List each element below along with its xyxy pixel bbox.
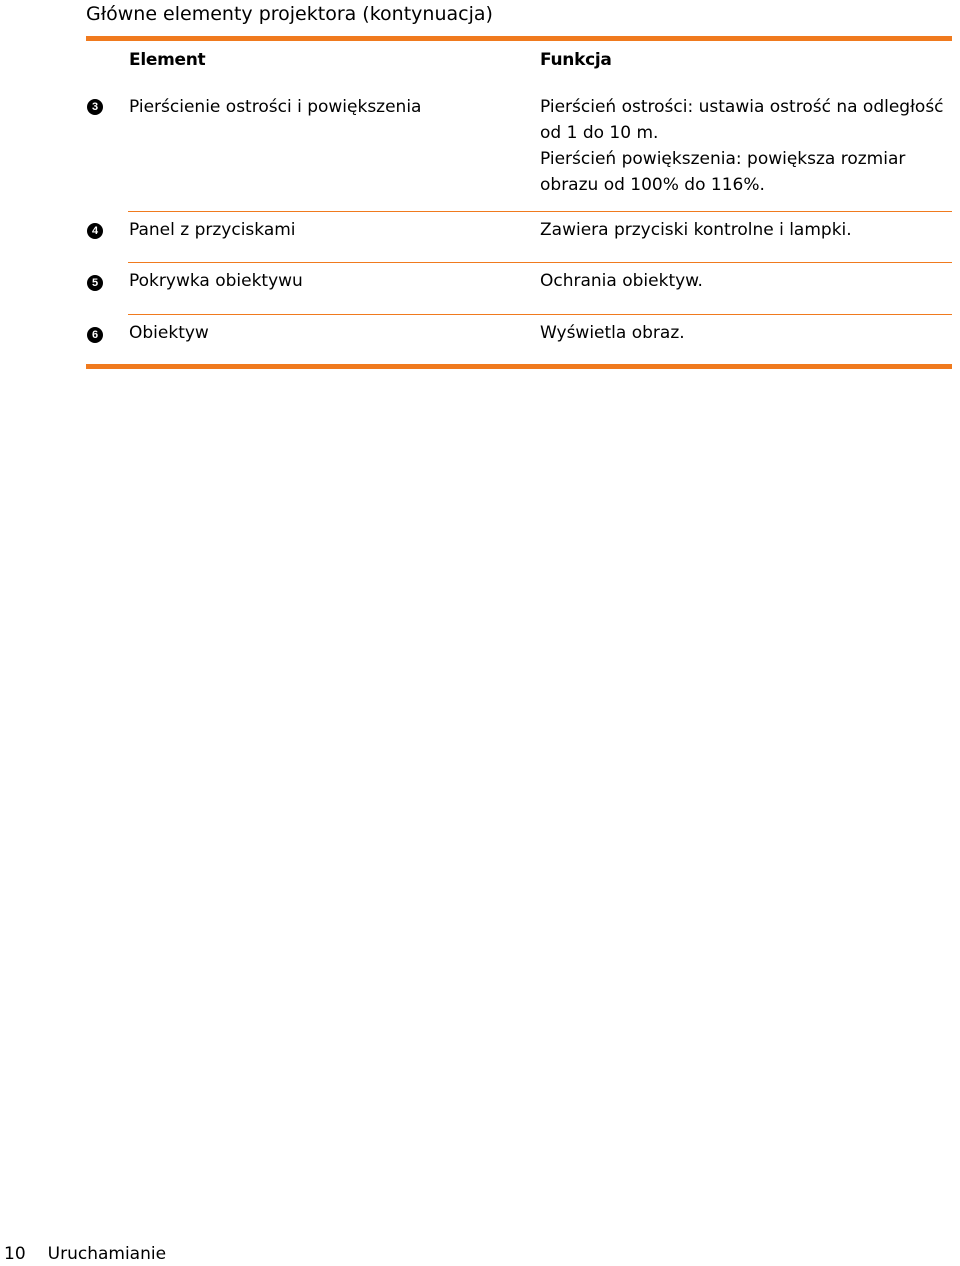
table-header — [86, 41, 952, 81]
page-title: Główne elementy projektora (kontynuacja) — [86, 3, 493, 25]
element-name: Panel z przyciskami — [129, 220, 296, 240]
element-function — [540, 217, 952, 243]
table-row — [86, 81, 952, 211]
components-table — [86, 36, 952, 369]
callout-number-badge: 5 — [87, 275, 103, 291]
function-text: Pierścień ostrości: ustawia ostrość na odległość od 1 do 10 m. — [540, 97, 944, 143]
element-function — [540, 94, 952, 198]
element-name: Obiektyw — [129, 323, 209, 343]
function-text: Wyświetla obraz. — [540, 323, 685, 343]
column-header-element: Element — [129, 50, 206, 70]
element-function — [540, 268, 952, 294]
table-bottom-rule — [86, 364, 952, 369]
element-function — [540, 320, 952, 346]
function-text: Zawiera przyciski kontrolne i lampki. — [540, 220, 852, 240]
table-row — [86, 315, 952, 364]
table-row — [86, 263, 952, 314]
element-name: Pierścienie ostrości i powiększenia — [129, 97, 422, 117]
callout-number-badge: 4 — [87, 223, 103, 239]
function-text: Pierścień powiększenia: powiększa rozmiar obrazu od 100% do 116%. — [540, 149, 906, 195]
page-number: 10 — [4, 1244, 26, 1264]
column-header-function: Funkcja — [540, 50, 612, 70]
callout-number-badge: 6 — [87, 327, 103, 343]
element-name: Pokrywka obiektywu — [129, 271, 303, 291]
page-footer — [4, 1242, 166, 1266]
function-text: Ochrania obiektyw. — [540, 271, 703, 291]
section-name: Uruchamianie — [47, 1244, 167, 1264]
table-row — [86, 212, 952, 262]
callout-number-badge: 3 — [87, 99, 103, 115]
